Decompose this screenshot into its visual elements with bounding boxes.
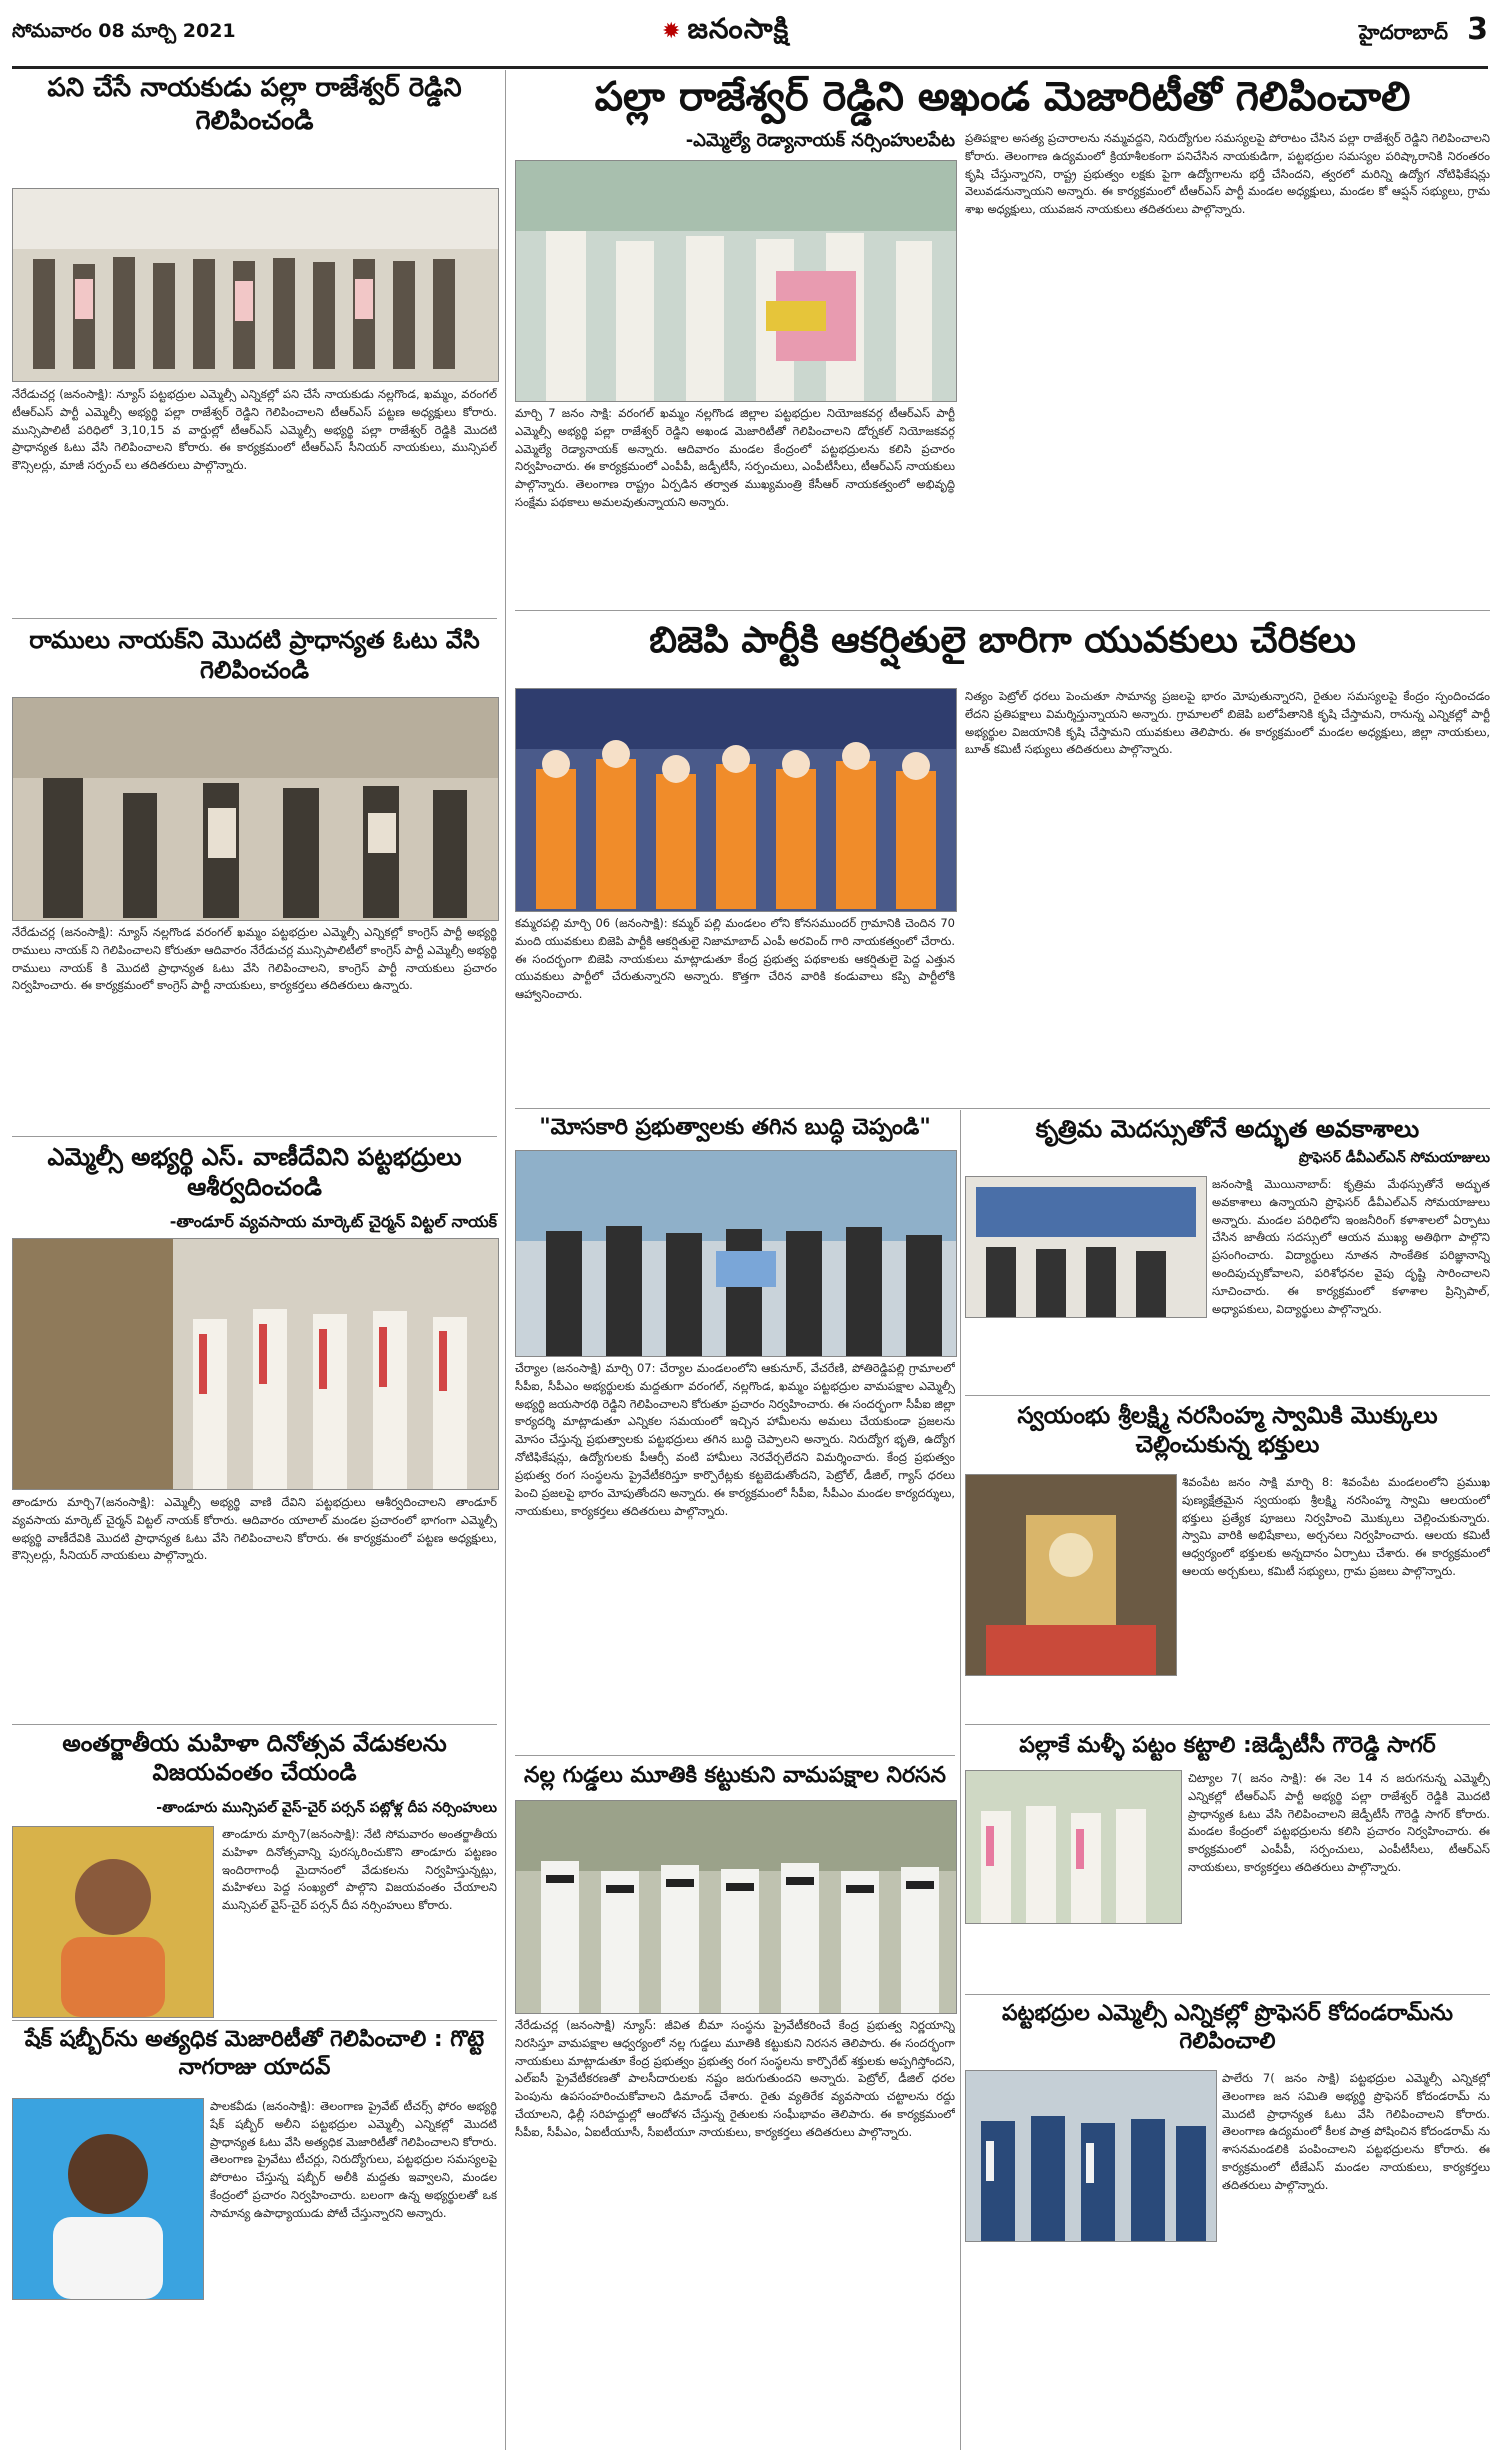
article-byline: ప్రొఫెసర్ డీవీఎల్ఎన్ సోమయాజులు xyxy=(1298,1150,1490,1166)
edition-city: హైదరాబాద్ xyxy=(1358,20,1448,44)
article-separator xyxy=(965,1994,1490,1995)
article-body: మార్చి 7 జనం సాక్షి: వరంగల్ ఖమ్మం నల్లగొండ జిల్లాల పట్టభద్రుల నియోజకవర్గ టీఆర్ఎస్ పార్టీ ఎమ్మెల్సీ అభ్యర్థి పల్లా రాజేశ్వర్ రెడ్డిని అఖండ మెజారిటీతో గెలిపించాలని డోర్నకల్ నియోజకవర్గ ఎమ్మెల్యే రెడ్యానాయక్ అన్నారు. ఆదివారం మండల కేంద్రంలో పట్టభద్రులను కలిసి ప్రచారం నిర్వహించారు. ఈ కార్యక్రమంలో ఎంపీపీ, జడ్పీటీసీ, సర్పంచులు, ఎంపీటీసీలు, టీఆర్ఎస్ నాయకులు పాల్గొన్నారు. తెలంగాణ రాష్ట్రం ఏర్పడిన తర్వాత ముఖ్యమంత్రి కేసీఆర్ నాయకత్వంలో అభివృద్ధి సంక్షేమ పథకాలు అమలవుతున్నాయని అన్నారు. xyxy=(515,406,955,510)
logo-star-icon: ✹ xyxy=(662,19,682,44)
news-photo xyxy=(965,1770,1182,1924)
article-body: నిత్యం పెట్రోల్ ధరలు పెంచుతూ సామాన్య ప్రజలపై భారం మోపుతున్నారని, రైతుల సమస్యలపై కేంద్రం స్పందించడం లేదని ప్రతిపక్షాలు విమర్శిస్తున్నాయని అన్నారు. గ్రామాలలో బిజెపి బలోపేతానికి కృషి చేస్తామని, రానున్న ఎన్నికల్లో పార్టీ అభ్యర్థుల విజయానికి కృషి చేస్తామని యువకులు తెలిపారు. ఈ కార్యక్రమంలో మండల అధ్యక్షులు, జిల్లా నాయకులు, బూత్ కమిటీ సభ్యులు తదితరులు పాల్గొన్నారు. xyxy=(965,689,1490,757)
article-separator xyxy=(965,1395,1490,1396)
article-headline: స్వయంభు శ్రీలక్ష్మి నరసింహ్మ స్వామికి మొక్కులు చెల్లించుకున్న భక్తులు xyxy=(1017,1403,1438,1458)
news-photo xyxy=(965,1474,1177,1676)
article-body: నేరేడుచర్ల (జనంసాక్షి): న్యూస్ నల్లగొండ వరంగల్ ఖమ్మం పట్టభద్రుల ఎమ్మెల్సీ ఎన్నికల్లో కాంగ్రెస్ పార్టీ అభ్యర్థి రాములు నాయక్ ని గెలిపించాలని కోరుతూ ఆదివారం నేరేడుచర్ల మున్సిపాలిటీలో కాంగ్రెస్ పార్టీ ఎమ్మెల్సీ అభ్యర్థి రాములు నాయక్ కి మొదటి ప్రాధాన్యత ఓటు వేసి గెలిపించాలని, కాంగ్రెస్ పార్టీ నాయకులు ప్రచారం నిర్వహించారు. ఈ కార్యక్రమంలో కాంగ్రెస్ పార్టీ నాయకులు, కార్యకర్తలు తదితరులు ఉన్నారు. xyxy=(12,925,497,993)
column-divider xyxy=(960,1110,961,2450)
news-photo xyxy=(12,188,499,382)
article-separator xyxy=(515,610,1490,611)
news-photo xyxy=(515,1150,957,1357)
article-body: తాండూరు మార్చి7(జనంసాక్షి): నేటి సోమవారం అంతర్జాతీయ మహిళా దినోత్సవాన్ని పురస్కరించుకొని తాండూరు పట్టణం ఇందిరాగాంధీ మైదానంలో వేడుకలను నిర్వహిస్తున్నట్లు, మహిళలు పెద్ద సంఖ్యలో పాల్గొని విజయవంతం చేయాలని మున్సిపల్ వైస్-చైర్ పర్సన్ దీప నర్సింహులు కోరారు. xyxy=(222,1827,497,1913)
article-byline: -తాండూరు మున్సిపల్ వైస్-చైర్ పర్సన్ పట్లోళ్ల దీప నర్సింహులు xyxy=(156,1800,497,1816)
article-headline: ఎమ్మెల్సీ అభ్యర్థి ఎస్. వాణీదేవిని పట్టభద్రులు ఆశీర్వదించండి xyxy=(47,1143,462,1201)
article-body: ప్రతిపక్షాల అసత్య ప్రచారాలను నమ్మవద్దని, నిరుద్యోగుల సమస్యలపై పోరాటం చేసిన పల్లా రాజేశ్వర్ రెడ్డిని గెలిపించాలని కోరారు. తెలంగాణ ఉద్యమంలో క్రియాశీలకంగా పనిచేసిన నాయకుడిగా, పట్టభద్రుల సమస్యల పరిష్కారానికి నిరంతరం కృషి చేస్తున్నారని, రాష్ట్ర ప్రభుత్వం లక్షకు పైగా ఉద్యోగాలను భర్తీ చేసిందని, త్వరలో మరిన్ని ఉద్యోగ నోటిఫికేషన్లు వెలువడనున్నాయని అన్నారు. ఈ కార్యక్రమంలో టీఆర్ఎస్ పార్టీ మండల అధ్యక్షులు, మండల కో ఆప్షన్ సభ్యులు, గ్రామ శాఖ అధ్యక్షులు, యువజన నాయకులు తదితరులు పాల్గొన్నారు. xyxy=(965,131,1490,217)
news-photo xyxy=(12,1238,499,1490)
article-body: కమ్మరపల్లి మార్చి 06 (జనంసాక్షి): కమ్మర్ పల్లి మండలం లోని కోనసముందర్ గ్రామానికి చెందిన 70 మంది యువకులు బిజెపి పార్టీకి ఆకర్షితులై నిజామాబాద్ ఎంపీ అరవింద్ గారి నాయకత్వంలో చేరారు. ఈ సందర్భంగా బిజెపి నాయకులు మాట్లాడుతూ కేంద్ర ప్రభుత్వ పథకాలకు ఆకర్షితులై పెద్ద ఎత్తున యువకులు పార్టీలో చేరుతున్నారని అన్నారు. కొత్తగా చేరిన వారికి కండువాలు కప్పి పార్టీలోకి ఆహ్వానించారు. xyxy=(515,916,955,1002)
article-headline: నల్ల గుడ్డలు మూతికి కట్టుకుని వామపక్షాల నిరసన xyxy=(524,1763,946,1788)
newspaper-logo xyxy=(662,12,789,52)
article-body: పాలకవీడు (జనంసాక్షి): తెలంగాణ ప్రైవేట్ టీచర్స్ ఫోరం అభ్యర్థి షేక్ షబ్బీర్ అలీని పట్టభద్రుల ఎమ్మెల్సీ ఎన్నికల్లో మొదటి ప్రాధాన్యత ఓటు వేసి అత్యధిక మెజారిటీతో గెలిపించాలని కోరారు. తెలంగాణ ప్రైవేటు టీచర్లు, నిరుద్యోగులు, పట్టభద్రుల సమస్యలపై పోరాటం చేస్తున్న షబ్బీర్ అలీకి మద్దతు ఇవ్వాలని, మండల కేంద్రంలో ప్రచారం నిర్వహించారు. బలంగా ఉన్న అభ్యర్థులతో ఒక సామాన్య ఉపాధ్యాయుడు పోటీ చేస్తున్నారని అన్నారు. xyxy=(210,2099,497,2220)
article-separator xyxy=(12,1136,497,1137)
article-headline: రాములు నాయక్‌ని మొదటి ప్రాధాన్యత ఓటు వేసి గెలిపించండి xyxy=(29,626,480,684)
column-divider xyxy=(505,70,506,2450)
page-number: 3 xyxy=(1467,12,1488,47)
article-byline: -తాండూర్ వ్యవసాయ మార్కెట్ చైర్మన్ విట్టల్ నాయక్ xyxy=(169,1212,497,1231)
article-body: చేర్యాల (జనంసాక్షి) మార్చి 07: చేర్యాల మండలంలోని ఆకునూర్, వేచరేణి, పోతిరెడ్డిపల్లి గ్రామాలలో సీపీఐ, సీపీఎం అభ్యర్థులకు మద్దతుగా వరంగల్, నల్లగొండ, ఖమ్మం పట్టభద్రుల వామపక్షాల ఎమ్మెల్సీ అభ్యర్థి జయసారథి రెడ్డిని గెలిపించాలని కోరుతూ ప్రచారం నిర్వహించారు. ఈ సందర్భంగా సీపీఐ జిల్లా కార్యదర్శి మాట్లాడుతూ ఎన్నికల సమయంలో ఇచ్చిన హామీలను అమలు చేయకుండా ప్రజలను మోసం చేస్తున్న ప్రభుత్వాలకు పట్టభద్రులు తగిన బుద్ధి చెప్పాలని అన్నారు. నిరుద్యోగ భృతి, ఉద్యోగ నోటిఫికేషన్లు, ఉద్యోగులకు పీఆర్సీ వంటి హామీలు నెరవేర్చలేదని విమర్శించారు. కేంద్ర ప్రభుత్వం ప్రభుత్వ రంగ సంస్థలను ప్రైవేటీకరిస్తూ కార్పొరేట్లకు కట్టబెడుతోందని, పెట్రోల్, డీజిల్, గ్యాస్ ధరలు పెంచి ప్రజలపై భారం మోపుతోందని అన్నారు. ఈ కార్యక్రమంలో సీపీఐ, సీపీఎం మండల కార్యదర్శులు, నాయకులు, కార్యకర్తలు తదితరులు పాల్గొన్నారు. xyxy=(515,1361,955,1518)
article-separator xyxy=(12,618,497,619)
article-headline: షేక్ షబ్బీర్‌ను అత్యధిక మెజారిటీతో గెలిపించాలి : గొట్టె నాగరాజు యాదవ్ xyxy=(24,2027,485,2080)
news-photo xyxy=(965,2070,1217,2242)
article-headline: "మోసకారి ప్రభుత్వాలకు తగిన బుద్ధి చెప్పండి" xyxy=(539,1115,931,1140)
article-byline: -ఎమ్మెల్యే రెడ్యానాయక్ నర్సింహులపేట xyxy=(685,130,955,151)
article-separator xyxy=(12,2020,497,2021)
news-photo xyxy=(515,1800,957,2014)
article-headline: పని చేసే నాయకుడు పల్లా రాజేశ్వర్ రెడ్డిని గెలిపించండి xyxy=(47,73,462,136)
article-body: జనంసాక్షి మొయినాబాద్: కృత్రిమ మేథస్సుతోనే అద్భుత అవకాశాలు ఉన్నాయని ప్రొఫెసర్ డీవీఎల్ఎన్ సోమయాజులు అన్నారు. మండల పరిధిలోని ఇంజనీరింగ్ కళాశాలలో ఏర్పాటు చేసిన జాతీయ సదస్సులో ఆయన ముఖ్య అతిథిగా పాల్గొని ప్రసంగించారు. విద్యార్థులు నూతన సాంకేతిక పరిజ్ఞానాన్ని అందిపుచ్చుకోవాలని, పరిశోధనల వైపు దృష్టి సారించాలని సూచించారు. ఈ కార్యక్రమంలో కళాశాల ప్రిన్సిపాల్, అధ్యాపకులు, విద్యార్థులు పాల్గొన్నారు. xyxy=(1212,1177,1490,1316)
person-photo xyxy=(12,1826,214,2018)
article-separator xyxy=(515,1755,955,1756)
logo-text: జనంసాక్షి xyxy=(687,12,790,45)
article-headline: అంతర్జాతీయ మహిళా దినోత్సవ వేడుకలను విజయవంతం చేయండి xyxy=(62,1731,447,1786)
article-body: నేరేడుచర్ల (జనంసాక్షి) న్యూస్: జీవిత బీమా సంస్థను ప్రైవేటీకరించే కేంద్ర ప్రభుత్వ నిర్ణయాన్ని నిరసిస్తూ వామపక్షాల ఆధ్వర్యంలో నల్ల గుడ్డలు మూతికి కట్టుకుని నిరసన తెలిపారు. ఈ సందర్భంగా నాయకులు మాట్లాడుతూ కేంద్ర ప్రభుత్వం ప్రభుత్వ రంగ సంస్థలను కార్పొరేట్ శక్తులకు అప్పగిస్తోందని, ఎల్ఐసీ ప్రైవేటీకరణతో పాలసీదారులకు నష్టం జరుగుతుందని అన్నారు. పెట్రోల్, డీజిల్ ధరల పెంపును ఉపసంహరించుకోవాలని డిమాండ్ చేశారు. రైతు వ్యతిరేక వ్యవసాయ చట్టాలను రద్దు చేయాలని, ఢిల్లీ సరిహద్దుల్లో ఆందోళన చేస్తున్న రైతులకు సంఘీభావం తెలిపారు. ఈ కార్యక్రమంలో సీపీఐ, సీపీఎం, ఏఐటీయూసీ, సీఐటీయూ నాయకులు, కార్యకర్తలు తదితరులు పాల్గొన్నారు. xyxy=(515,2018,955,2139)
article-headline: కృత్రిమ మెదస్సుతోనే అద్భుత అవకాశాలు xyxy=(1035,1115,1420,1143)
article-headline: పట్టభద్రుల ఎమ్మెల్సీ ఎన్నికల్లో ప్రొఫెసర్ కోదండరామ్‌ను గెలిపించాలి xyxy=(1001,2001,1454,2054)
news-photo xyxy=(515,688,957,912)
article-body: పాలేరు 7( జనం సాక్షి) పట్టభద్రుల ఎమ్మెల్సీ ఎన్నికల్లో తెలంగాణ జన సమితి అభ్యర్థి ప్రొఫెసర్ కోదండరామ్ ను మొదటి ప్రాధాన్యత ఓటు వేసి గెలిపించాలని కోరారు. తెలంగాణ ఉద్యమంలో కీలక పాత్ర పోషించిన కోదండరామ్ ను శాసనమండలికి పంపించాలని పట్టభద్రులను కోరారు. ఈ కార్యక్రమంలో టీజేఎస్ మండల నాయకులు, కార్యకర్తలు తదితరులు పాల్గొన్నారు. xyxy=(1222,2071,1490,2192)
article-separator xyxy=(515,1108,1490,1109)
article-body: చిట్యాల 7( జనం సాక్షి): ఈ నెల 14 న జరుగనున్న ఎమ్మెల్సీ ఎన్నికల్లో టీఆర్ఎస్ పార్టీ అభ్యర్థి పల్లా రాజేశ్వర్ రెడ్డికి మొదటి ప్రాధాన్యత ఓటు వేసి గెలిపించాలని జెడ్పీటీసీ గౌరెడ్డి సాగర్ కోరారు. మండల కేంద్రంలో పట్టభద్రులను కలిసి ప్రచారం నిర్వహించారు. ఈ కార్యక్రమంలో ఎంపీపీ, సర్పంచులు, ఎంపీటీసీలు, టీఆర్ఎస్ నాయకులు, కార్యకర్తలు తదితరులు పాల్గొన్నారు. xyxy=(1188,1771,1490,1875)
person-photo xyxy=(12,2098,204,2300)
lead-headline: పల్లా రాజేశ్వర్ రెడ్డిని అఖండ మెజారిటీతో గెలిపించాలి xyxy=(594,74,1411,120)
article-headline: పల్లాకే మళ్ళీ పట్టం కట్టాలి :జెడ్పీటీసీ గౌరెడ్డి సాగర్ xyxy=(1019,1733,1436,1758)
article-body: శివంపేట జనం సాక్షి మార్చి 8: శివంపేట మండలంలోని ప్రముఖ పుణ్యక్షేత్రమైన స్వయంభు శ్రీలక్ష్మి నరసింహ్మ స్వామి ఆలయంలో భక్తులు ప్రత్యేక పూజలు నిర్వహించి మొక్కులు చెల్లించుకున్నారు. స్వామి వారికి అభిషేకాలు, అర్చనలు నిర్వహించారు. ఆలయ కమిటీ ఆధ్వర్యంలో భక్తులకు అన్నదానం ఏర్పాటు చేశారు. ఈ కార్యక్రమంలో ఆలయ అర్చకులు, కమిటీ సభ్యులు, గ్రామ ప్రజలు పాల్గొన్నారు. xyxy=(1182,1475,1490,1579)
article-headline: బిజెపి పార్టీకి ఆకర్షితులై బారిగా యువకులు చేరికలు xyxy=(649,620,1356,661)
news-photo xyxy=(12,697,499,921)
issue-date: సోమవారం 08 మార్చి 2021 xyxy=(12,20,236,42)
masthead xyxy=(12,8,1488,69)
article-body: నేరేడుచర్ల (జనంసాక్షి): న్యూస్ పట్టభద్రుల ఎమ్మెల్సీ ఎన్నికల్లో పని చేసే నాయకుడు నల్లగొండ, ఖమ్మం, వరంగల్ టీఆర్ఎస్ పార్టీ ఎమ్మెల్సీ అభ్యర్థి పల్లా రాజేశ్వర్ రెడ్డిని గెలిపించాలని టీఆర్ఎస్ పట్టణ అధ్యక్షులు కోరారు. మున్సిపాలిటీ పరిధిలో 3,10,15 వ వార్డుల్లో టీఆర్ఎస్ ఎమ్మెల్సీ అభ్యర్థి పల్లా రాజేశ్వర్ రెడ్డికి మొదటి ప్రాధాన్యత ఓటు వేసి గెలిపించాలని కోరారు. ఈ కార్యక్రమంలో టీఆర్ఎస్ సీనియర్ నాయకులు, మున్సిపల్ కౌన్సిలర్లు, మాజీ సర్పంచ్ లు తదితరులు పాల్గొన్నారు. xyxy=(12,387,497,473)
article-separator xyxy=(965,1724,1490,1725)
news-photo xyxy=(515,160,957,402)
article-separator xyxy=(12,1724,497,1725)
news-photo xyxy=(965,1176,1207,1318)
article-body: తాండూరు మార్చి7(జనంసాక్షి): ఎమ్మెల్సీ అభ్యర్థి వాణి దేవిని పట్టభద్రులు ఆశీర్వదించాలని తాండూర్ వ్యవసాయ మార్కెట్ చైర్మన్ విట్టల్ నాయక్ కోరారు. ఆదివారం యాలాల్ మండల ప్రచారంలో భాగంగా ఎమ్మెల్సీ అభ్యర్థి వాణీదేవికి మొదటి ప్రాధాన్యత ఓటు వేసి గెలిపించాలని కోరారు. ఈ కార్యక్రమంలో పట్టణ అధ్యక్షులు, కౌన్సిలర్లు, సీనియర్ నాయకులు పాల్గొన్నారు. xyxy=(12,1495,497,1563)
